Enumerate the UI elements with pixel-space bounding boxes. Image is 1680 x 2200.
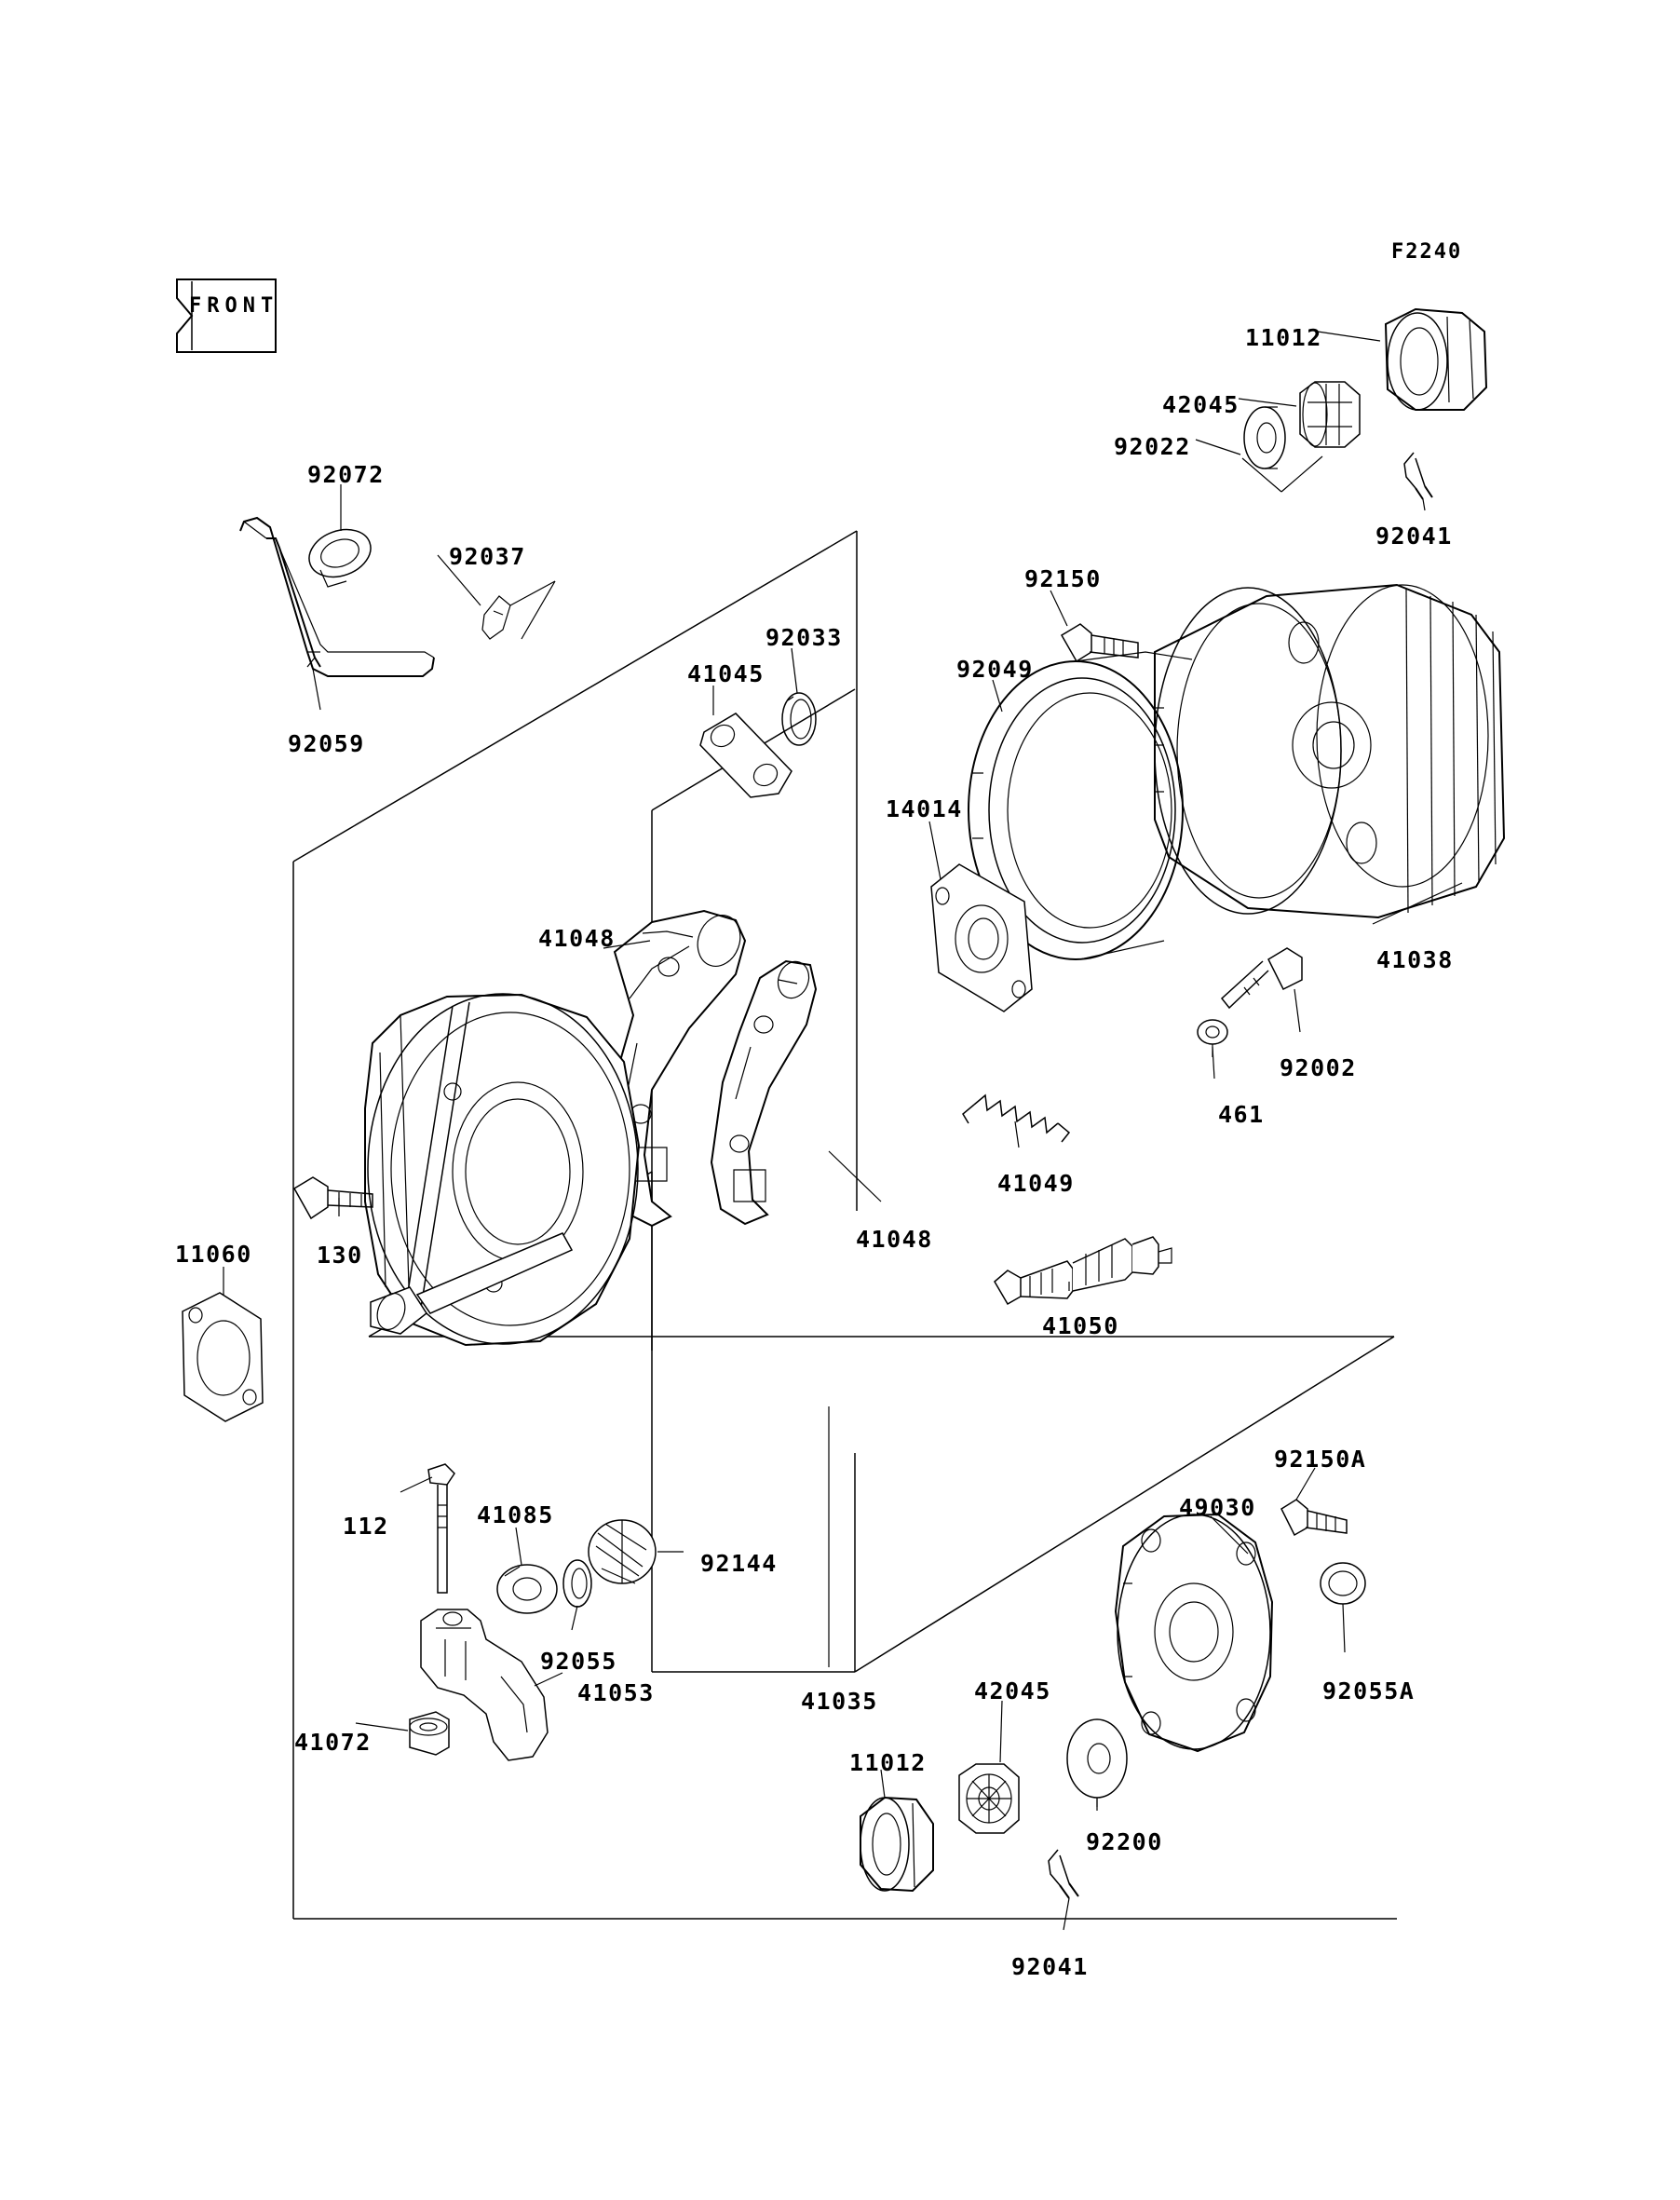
part-label-41072: 41072 [294, 1729, 372, 1756]
part-92033-art [782, 693, 816, 745]
part-label-11060: 11060 [175, 1241, 252, 1268]
part-label-112: 112 [343, 1513, 389, 1540]
part-label-130: 130 [317, 1242, 363, 1269]
part-label-41045: 41045 [687, 660, 765, 687]
part-label-49030: 49030 [1179, 1494, 1256, 1521]
part-41038-art [1155, 585, 1504, 917]
part-92150A-art [1281, 1500, 1347, 1535]
part-label-42045-low: 42045 [974, 1677, 1051, 1704]
part-41050-art [995, 1237, 1172, 1304]
part-92041-top-art [1404, 453, 1432, 499]
part-label-11012-low: 11012 [849, 1749, 927, 1776]
part-41085-art [497, 1565, 557, 1613]
part-42045-low-art [959, 1764, 1019, 1833]
part-92200-art [1067, 1719, 1127, 1811]
part-label-92200: 92200 [1086, 1828, 1163, 1855]
part-label-92144: 92144 [700, 1550, 778, 1577]
part-label-41035: 41035 [801, 1688, 878, 1715]
part-92055A-art [1321, 1563, 1365, 1604]
part-label-41049: 41049 [997, 1170, 1075, 1197]
part-label-92072: 92072 [307, 461, 385, 488]
part-130-art [294, 1177, 373, 1218]
part-label-41038: 41038 [1376, 946, 1454, 973]
part-label-92022: 92022 [1114, 433, 1191, 460]
part-41072-art [410, 1712, 449, 1755]
part-92144-art [589, 1520, 656, 1583]
part-92150-art [1062, 624, 1138, 661]
part-42045-top-art [1300, 382, 1360, 447]
part-label-41050: 41050 [1042, 1312, 1119, 1339]
part-label-92055: 92055 [540, 1648, 617, 1675]
part-label-461: 461 [1218, 1101, 1265, 1128]
part-14014-art [931, 864, 1032, 1012]
part-92072-art [303, 522, 377, 587]
part-label-14014: 14014 [886, 795, 963, 822]
part-41045-art [700, 713, 792, 797]
part-92055-art [563, 1560, 591, 1607]
part-label-92150A: 92150A [1274, 1446, 1367, 1473]
part-label-41053: 41053 [577, 1679, 655, 1706]
part-41048-art [611, 909, 816, 1226]
part-label-41085: 41085 [477, 1501, 554, 1528]
part-label-92041-top: 92041 [1375, 523, 1453, 550]
part-11060-art [183, 1293, 263, 1421]
part-label-92041-low: 92041 [1011, 1953, 1089, 1980]
part-92041-low-art [1049, 1850, 1078, 1898]
part-49030-art [1116, 1514, 1272, 1751]
part-label-92055A: 92055A [1322, 1677, 1416, 1704]
part-112-art [428, 1464, 454, 1593]
part-label-92033: 92033 [765, 624, 843, 651]
part-label-92049: 92049 [956, 656, 1034, 683]
part-11012-top-art [1386, 309, 1486, 410]
part-label-41048-a: 41048 [538, 925, 616, 952]
part-label-11012-top: 11012 [1245, 324, 1322, 351]
part-92002-art [1222, 948, 1302, 1008]
front-marker-label: FRONT [189, 294, 279, 318]
part-label-92002: 92002 [1280, 1054, 1357, 1081]
part-label-42045-top: 42045 [1162, 391, 1240, 418]
sheet-code: F2240 [1391, 240, 1463, 264]
part-92037-art [482, 581, 555, 639]
part-41049-art [963, 1095, 1069, 1142]
part-label-92059: 92059 [288, 730, 365, 757]
part-label-41048-b: 41048 [856, 1226, 933, 1253]
part-11012-low-art [860, 1798, 933, 1891]
part-label-92150: 92150 [1024, 565, 1102, 592]
part-brake-panel-art [365, 994, 639, 1345]
part-label-92037: 92037 [449, 543, 526, 570]
